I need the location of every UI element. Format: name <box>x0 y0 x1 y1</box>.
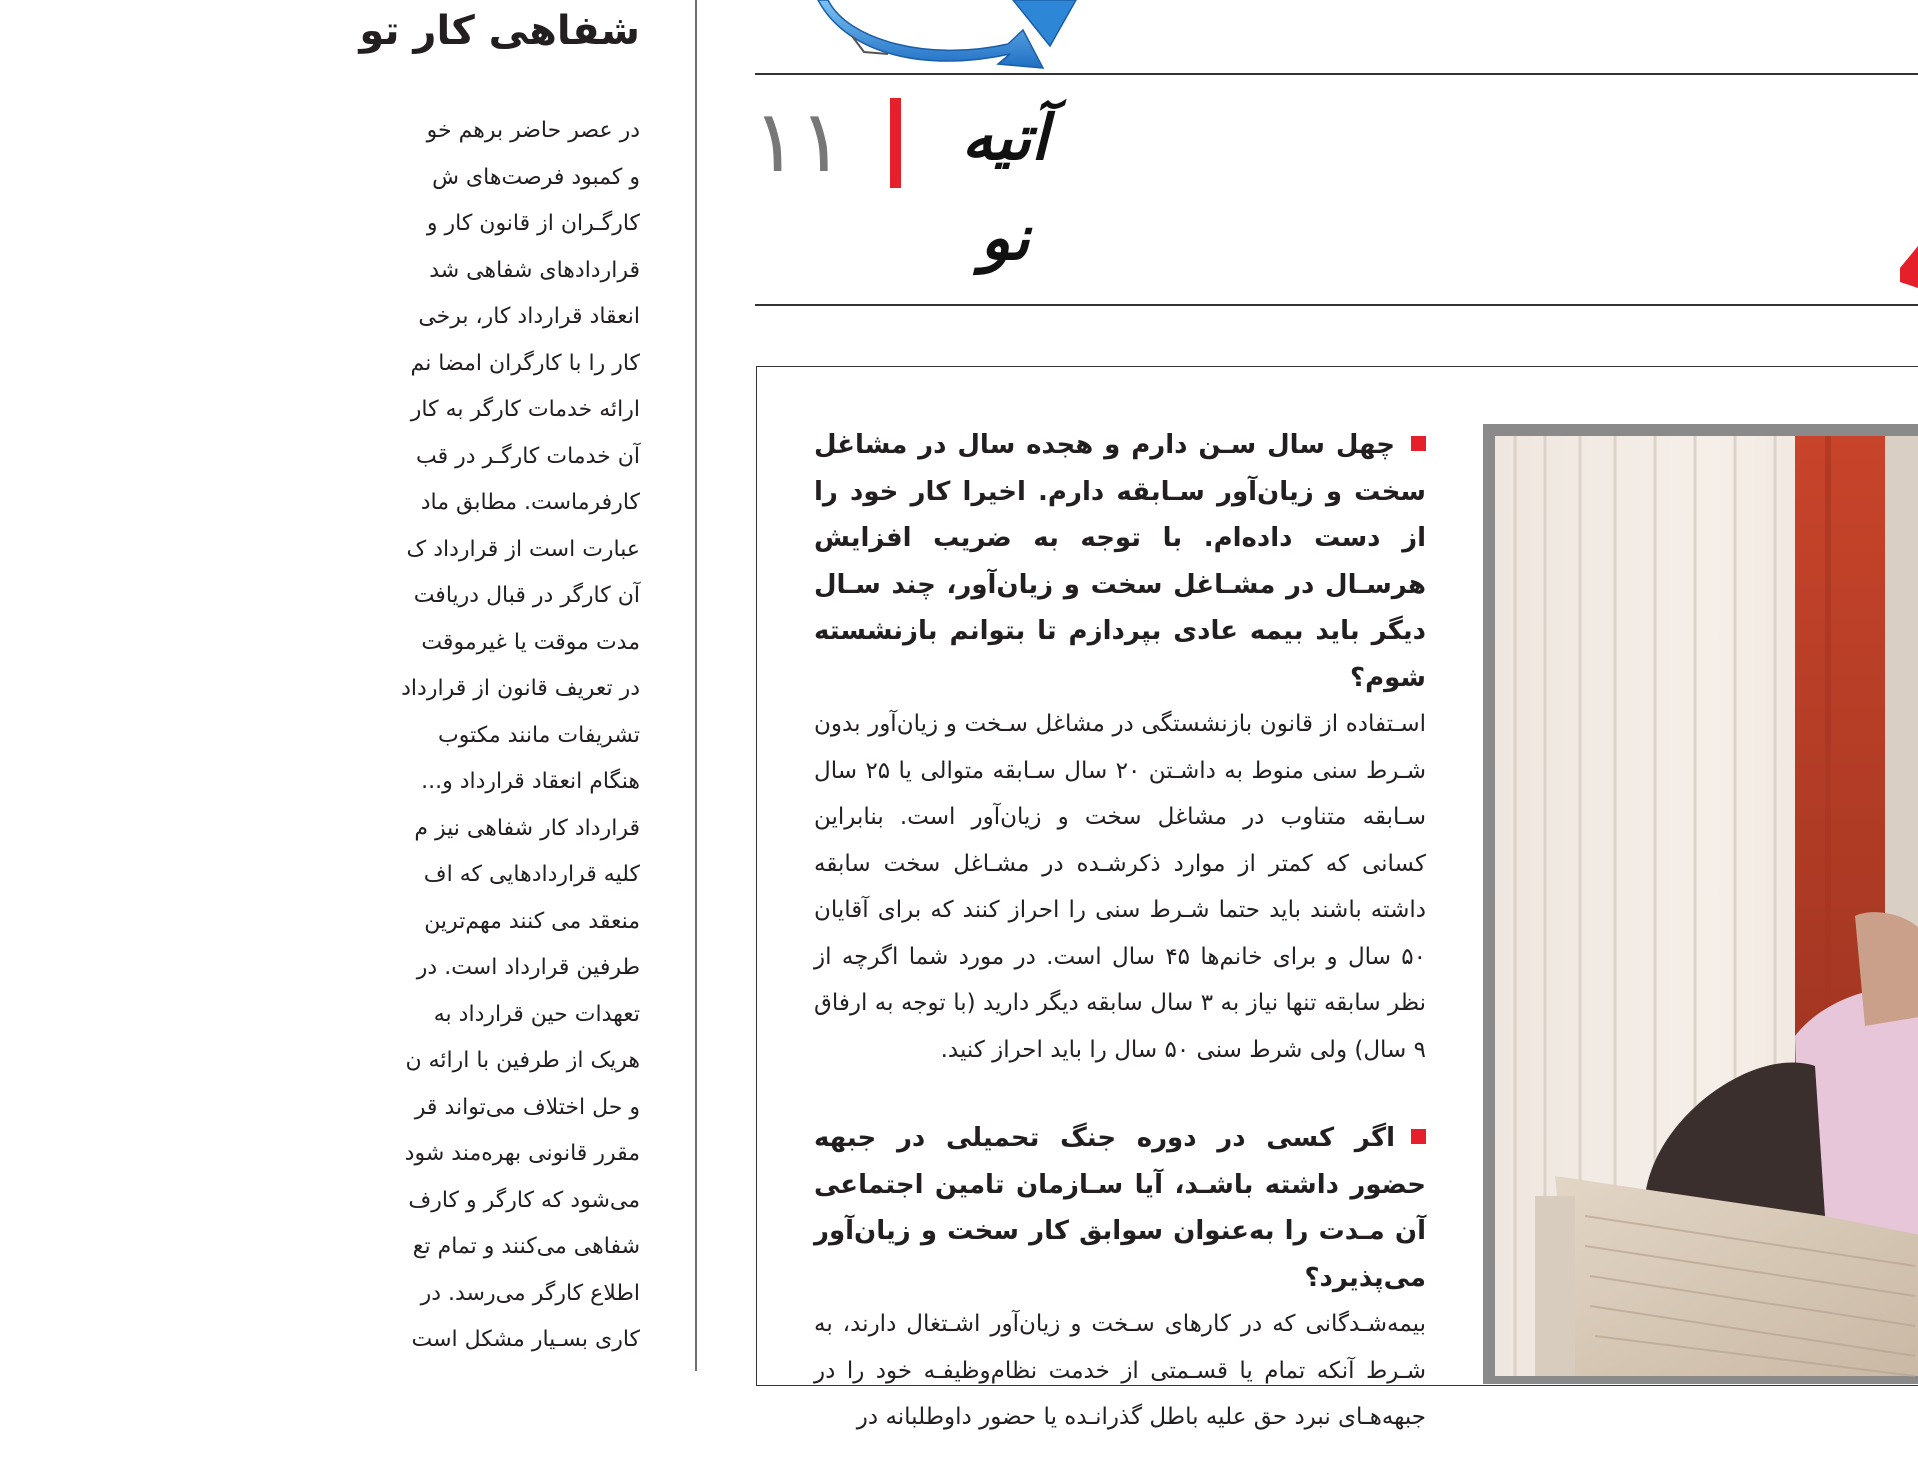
left-article-line: مدت موقت یا غیرموقت <box>421 629 640 655</box>
qa-item <box>814 422 1426 1073</box>
question-heading <box>814 422 1426 701</box>
left-article-line: کارفرماست. مطابق ماد <box>420 490 640 515</box>
red-square-bullet-icon <box>1411 436 1426 451</box>
left-article-line: قراردادهای شفاهی شد <box>429 257 640 283</box>
qa-column <box>814 422 1426 1483</box>
left-article-line: قرارداد کار شفاهی نیز م <box>414 815 640 841</box>
left-article-line: هریک از طرفین با ارائه ن <box>405 1048 640 1073</box>
answer-text: اسـتفاده از قانون بازنشستگی در مشاغل سـخت و زیان‌آور بدون شـرط سنی منوط به داشـتن ۲۰ سال سـابقه متوالی یا ۲۵ سال سـابقه متناوب در مشاغل سخت و زیان‌آور است. بنابراین کسانی که کمتر از موارد ذکرشـده در مشـاغل سخت سابقه داشته باشند باید حتما شـرط سنی را احراز کنند که برای آقایان ۵۰ سال و برای خانم‌ها ۴۵ سال است. در مورد شما اگرچه از نظر سابقه تنها نیاز به ۳ سال سابقه دیگر دارید (با توجه به ارفاق ۹ سال) ولی شرط سنی ۵۰ سال را باید احراز کنید. <box>814 711 1426 1063</box>
left-article-line: کار را با کارگران امضا نم <box>410 350 640 376</box>
left-article-line: هنگام انعقاد قرارداد و... <box>421 769 640 794</box>
left-article-line: تعهدات حین قرارداد به <box>433 1001 640 1027</box>
question-heading <box>814 1115 1426 1301</box>
left-article-column <box>359 0 688 1371</box>
left-article-body <box>0 108 640 1364</box>
column-divider <box>695 0 697 1371</box>
left-article-line: عبارت است از قرارداد ک <box>406 536 640 562</box>
red-corner-mark <box>1900 246 1918 288</box>
left-article-line: و کمبود فرصت‌های ش <box>432 164 640 190</box>
page-number: ۱۱ <box>752 92 845 192</box>
left-article-line: تشریفات مانند مکتوب <box>438 722 640 748</box>
left-article-line: منعقد می کنند مهم‌ترین <box>424 908 640 934</box>
left-article-line: در عصر حاضر برهم خو <box>426 118 640 143</box>
left-article-line: در تعریف قانون از قرارداد <box>401 676 640 701</box>
masthead-top-rule <box>755 73 1918 75</box>
arrow-logo-graphic <box>818 0 1088 70</box>
left-article-line: آن کارگر در قبال دریافت <box>413 583 640 608</box>
left-article-line: کاری بسـیار مشکل است <box>411 1327 640 1352</box>
qa-item <box>814 1115 1426 1441</box>
red-square-bullet-icon <box>1411 1129 1426 1144</box>
masthead-bottom-rule <box>755 304 1918 306</box>
left-article-line: می‌شود که کارگر و کارف <box>408 1187 640 1213</box>
section-logo: آتیه نو <box>961 101 1049 274</box>
question-text: اگر کسی در دوره جنگ تحمیلی در جبهه حضور داشته باشـد، آیا سـازمان تامین اجتماعی آن مـدت را به‌عنوان سوابق کار سخت و زیان‌آور می‌پذیرد؟ <box>814 1123 1426 1293</box>
left-article-line: ارائه خدمات کارگر به کار <box>410 397 640 422</box>
left-article-line: شفاهی می‌کنند و تمام تع <box>412 1234 640 1259</box>
left-article-line: آن خدمات کارگـر در قب <box>416 443 640 469</box>
left-article-line: انعقاد قرارداد کار، برخی <box>418 304 640 329</box>
left-article-line: کلیه قراردادهایی که اف <box>423 862 640 887</box>
left-article-line: کارگـران از قانون کار و <box>426 211 640 236</box>
left-article-line: طرفین قرارداد است. در <box>416 955 640 980</box>
left-article-title: شفاهی کار تو <box>359 8 640 54</box>
left-article-line: اطلاع کارگر می‌رسد. در <box>420 1280 640 1306</box>
left-article-line: مقرر قانونی بهره‌مند شود <box>404 1141 640 1166</box>
office-photo <box>1495 436 1918 1376</box>
red-separator-bar <box>890 98 901 188</box>
question-text: چهل سال سـن دارم و هجده سال در مشاغل سخت و زیان‌آور سـابقه دارم. اخیرا کار خود را از دست داده‌ام. با توجه به ضریب افزایش هرسـال در مشـاغل سخت و زیان‌آور، چند سـال دیگر باید بیمه عادی بپردازم تا بتوانم بازنشسته شوم؟ <box>814 430 1426 693</box>
left-article-line: و حل اختلاف می‌تواند قر <box>414 1094 640 1120</box>
answer-text: بیمه‌شـدگانی که در کارهای سـخت و زیان‌آور اشـتغال دارند، به شـرط آنکه تمام یا قسـمتی از خدمت نظام‌وظیفـه خود را در جبهه‌هـای نبرد حق علیه باطل گذرانـده یا حضور داوطلبانه در <box>814 1311 1426 1430</box>
